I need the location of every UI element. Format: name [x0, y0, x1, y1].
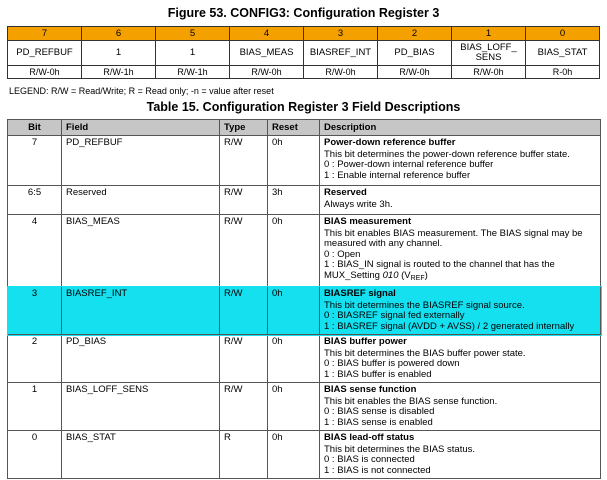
description-cell	[320, 431, 601, 479]
register-map	[7, 26, 600, 79]
description-title: BIASREF signal	[324, 288, 396, 299]
table-row	[8, 136, 601, 186]
table-row	[8, 335, 601, 383]
reset-cell: 0h	[268, 383, 320, 431]
description-line: 1 : BIAS_IN signal is routed to the channel that has the	[324, 259, 555, 270]
bit-number: 2	[378, 27, 452, 41]
description-cell	[320, 136, 601, 186]
description-line: 1 : BIASREF signal (AVDD + AVSS) / 2 generated internally	[324, 320, 575, 332]
bit-cell: 7	[8, 136, 62, 186]
description-line: 0 : BIAS sense is disabled	[324, 406, 435, 417]
register-bit-row	[8, 27, 600, 41]
table-row	[8, 215, 601, 287]
type-cell: R/W	[220, 335, 268, 383]
description-title: BIAS buffer power	[324, 336, 407, 347]
description-line: This bit determines the BIASREF signal source.	[324, 299, 525, 311]
bit-name: BIAS_LOFF_ SENS	[452, 41, 526, 66]
description-line	[324, 271, 596, 285]
column-header-field: Field	[62, 120, 220, 136]
mux-setting-value: 010	[382, 269, 399, 281]
field-cell: PD_REFBUF	[62, 136, 220, 186]
description-line: 0 : BIAS buffer is powered down	[324, 358, 460, 369]
table-title: Table 15. Configuration Register 3 Field Descriptions	[146, 100, 461, 114]
bit-number: 7	[8, 27, 82, 41]
column-header-bit: Bit	[8, 120, 62, 136]
field-cell: Reserved	[62, 186, 220, 215]
bit-cell: 3	[8, 287, 62, 335]
legend: LEGEND: R/W = Read/Write; R = Read only; -n = value after reset	[9, 86, 274, 96]
bit-name: BIAS_MEAS	[230, 41, 304, 66]
bit-name: PD_REFBUF	[8, 41, 82, 66]
description-line: This bit determines the BIAS buffer power state.	[324, 347, 526, 359]
bit-number: 1	[452, 27, 526, 41]
type-cell: R/W	[220, 136, 268, 186]
bit-number: 4	[230, 27, 304, 41]
field-cell: BIAS_LOFF_SENS	[62, 383, 220, 431]
description-line: 0 : BIAS is connected	[324, 454, 415, 465]
field-descriptions-table	[7, 119, 601, 479]
reset-cell: 0h	[268, 215, 320, 287]
description-cell	[320, 215, 601, 287]
description-title: BIAS measurement	[324, 216, 412, 227]
vref-label: (V	[398, 269, 411, 281]
bit-access: R/W-0h	[230, 66, 304, 79]
bit-cell: 6:5	[8, 186, 62, 215]
description-line: 1 : BIAS buffer is enabled	[324, 368, 432, 380]
bit-access: R/W-1h	[82, 66, 156, 79]
bit-number: 5	[156, 27, 230, 41]
type-cell: R	[220, 431, 268, 479]
description-title: BIAS sense function	[324, 384, 417, 395]
table-row	[8, 186, 601, 215]
register-name-row	[8, 41, 600, 66]
bit-access: R/W-0h	[304, 66, 378, 79]
bit-name: 1	[156, 41, 230, 66]
table-row	[8, 287, 601, 335]
reset-cell: 0h	[268, 335, 320, 383]
bit-name: BIASREF_INT	[304, 41, 378, 66]
description-cell	[320, 186, 601, 215]
reset-cell: 0h	[268, 136, 320, 186]
reset-cell: 0h	[268, 287, 320, 335]
bit-number: 0	[526, 27, 600, 41]
bit-name: PD_BIAS	[378, 41, 452, 66]
column-header-type: Type	[220, 120, 268, 136]
figure-title: Figure 53. CONFIG3: Configuration Register 3	[167, 6, 440, 20]
bit-access: R/W-0h	[8, 66, 82, 79]
description-title: BIAS lead-off status	[324, 432, 415, 443]
description-line: This bit enables BIAS measurement. The BIAS signal may be measured with any channel.	[324, 227, 583, 249]
bit-cell: 2	[8, 335, 62, 383]
type-cell: R/W	[220, 186, 268, 215]
reset-cell: 3h	[268, 186, 320, 215]
description-cell	[320, 335, 601, 383]
bit-number: 6	[82, 27, 156, 41]
reset-cell: 0h	[268, 431, 320, 479]
bit-cell: 4	[8, 215, 62, 287]
bit-access: R-0h	[526, 66, 600, 79]
description-line: 0 : Open	[324, 248, 361, 260]
type-cell: R/W	[220, 215, 268, 287]
bit-access: R/W-1h	[156, 66, 230, 79]
bit-cell: 1	[8, 383, 62, 431]
mux-setting-label: MUX_Setting	[324, 269, 383, 281]
field-cell: BIASREF_INT	[62, 287, 220, 335]
description-title: Power-down reference buffer	[324, 137, 456, 148]
column-header-description: Description	[320, 120, 601, 136]
description-line: 1 : BIAS is not connected	[324, 464, 431, 476]
field-cell: BIAS_STAT	[62, 431, 220, 479]
bit-access: R/W-0h	[378, 66, 452, 79]
field-cell: BIAS_MEAS	[62, 215, 220, 287]
bit-name: 1	[82, 41, 156, 66]
bit-number: 3	[304, 27, 378, 41]
register-access-row	[8, 66, 600, 79]
type-cell: R/W	[220, 287, 268, 335]
description-title: Reserved	[324, 187, 367, 198]
vref-subscript: REF	[410, 274, 425, 282]
vref-close: )	[424, 269, 428, 281]
description-line: This bit determines the BIAS status.	[324, 443, 476, 455]
description-line: 0 : Power-down internal reference buffer	[324, 159, 494, 170]
description-line: 0 : BIASREF signal fed externally	[324, 310, 465, 321]
description-line: 1 : Enable internal reference buffer	[324, 169, 471, 181]
description-cell	[320, 383, 601, 431]
table-row	[8, 431, 601, 479]
table-header-row	[8, 120, 601, 136]
table-row	[8, 383, 601, 431]
bit-cell: 0	[8, 431, 62, 479]
description-line: This bit enables the BIAS sense function.	[324, 395, 498, 407]
description-line: Always write 3h.	[324, 198, 393, 210]
type-cell: R/W	[220, 383, 268, 431]
description-cell	[320, 287, 601, 335]
description-line: 1 : BIAS sense is enabled	[324, 416, 433, 428]
field-cell: PD_BIAS	[62, 335, 220, 383]
bit-access: R/W-0h	[452, 66, 526, 79]
bit-name: BIAS_STAT	[526, 41, 600, 66]
column-header-reset: Reset	[268, 120, 320, 136]
description-line: This bit determines the power-down reference buffer state.	[324, 148, 570, 160]
